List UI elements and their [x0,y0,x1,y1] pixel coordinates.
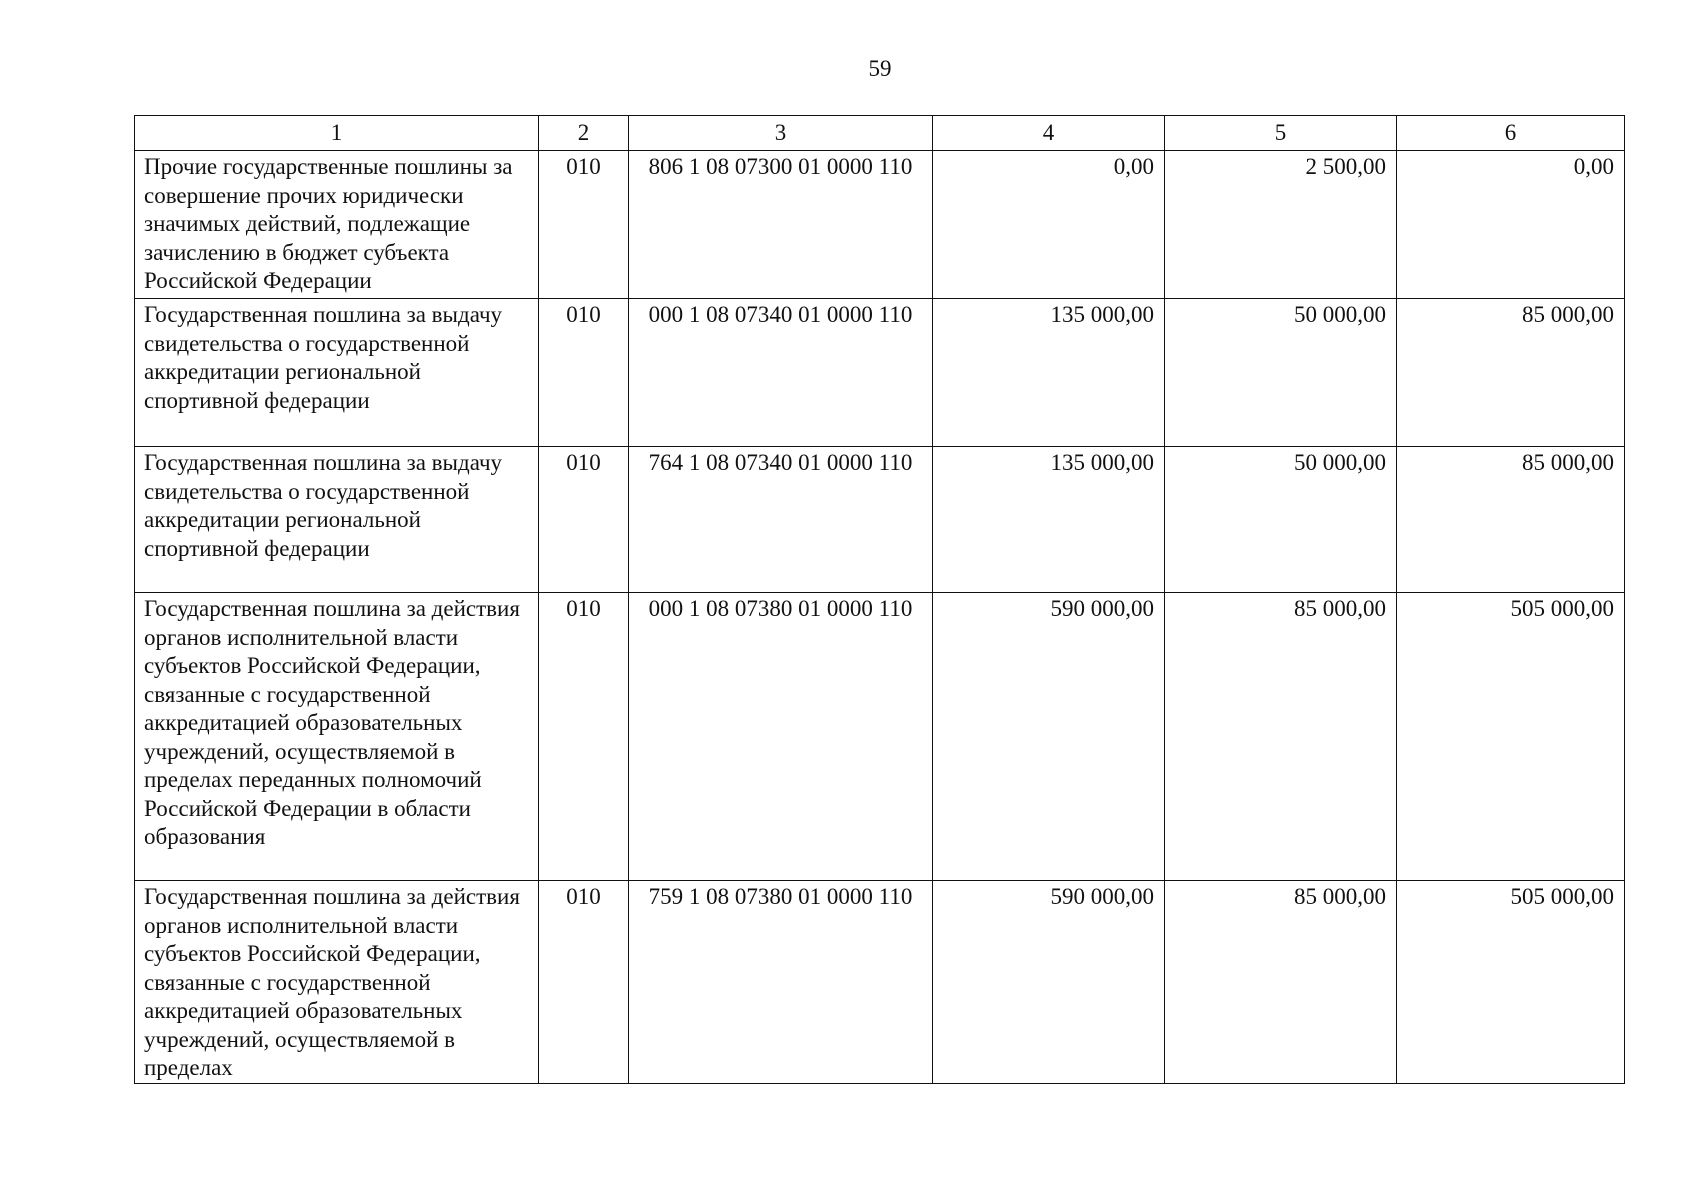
income-name-cell: Прочие государственные пошлины за совершение прочих юридически значимых действий, подлежащие зачислению в бюджет субъекта Российской Федерации [135,151,539,299]
value-col6-cell: 85 000,00 [1397,299,1625,447]
income-name-cell: Государственная пошлина за действия органов исполнительной власти субъектов Российской Федерации, связанные с государственной аккредитацией образовательных учреждений, осуществляемой в пределах переданных полномочий Российской Федерации в области образования [135,593,539,881]
column-header-3: 3 [629,116,933,151]
table-row [135,881,1625,1084]
budget-code-cell: 000 1 08 07380 01 0000 110 [629,593,933,881]
value-col5-cell: 50 000,00 [1165,299,1397,447]
table-row [135,151,1625,299]
line-code-cell: 010 [539,447,629,593]
value-col4-cell: 590 000,00 [933,593,1165,881]
value-col6-cell: 505 000,00 [1397,881,1625,1084]
value-col6-cell: 0,00 [1397,151,1625,299]
budget-code-cell: 806 1 08 07300 01 0000 110 [629,151,933,299]
table-row [135,447,1625,593]
value-col6-cell: 505 000,00 [1397,593,1625,881]
value-col4-cell: 0,00 [933,151,1165,299]
income-name-cell: Государственная пошлина за выдачу свидетельства о государственной аккредитации региональной спортивной федерации [135,447,539,593]
budget-table [134,115,1625,1084]
value-col5-cell: 85 000,00 [1165,881,1397,1084]
table-row [135,593,1625,881]
column-header-5: 5 [1165,116,1397,151]
value-col4-cell: 135 000,00 [933,447,1165,593]
budget-code-cell: 000 1 08 07340 01 0000 110 [629,299,933,447]
line-code-cell: 010 [539,151,629,299]
income-name-cell: Государственная пошлина за выдачу свидетельства о государственной аккредитации региональной спортивной федерации [135,299,539,447]
column-header-2: 2 [539,116,629,151]
page-number: 59 [868,56,892,81]
column-header-1: 1 [135,116,539,151]
line-code-cell: 010 [539,593,629,881]
column-header-4: 4 [933,116,1165,151]
table-row [135,299,1625,447]
line-code-cell: 010 [539,881,629,1084]
value-col4-cell: 590 000,00 [933,881,1165,1084]
line-code-cell: 010 [539,299,629,447]
budget-code-cell: 759 1 08 07380 01 0000 110 [629,881,933,1084]
table-header-row [135,116,1625,151]
budget-code-cell: 764 1 08 07340 01 0000 110 [629,447,933,593]
value-col5-cell: 50 000,00 [1165,447,1397,593]
column-header-6: 6 [1397,116,1625,151]
value-col4-cell: 135 000,00 [933,299,1165,447]
value-col6-cell: 85 000,00 [1397,447,1625,593]
value-col5-cell: 2 500,00 [1165,151,1397,299]
value-col5-cell: 85 000,00 [1165,593,1397,881]
income-name-cell: Государственная пошлина за действия органов исполнительной власти субъектов Российской Федерации, связанные с государственной аккредитацией образовательных учреждений, осуществляемой в пределах [135,881,539,1084]
